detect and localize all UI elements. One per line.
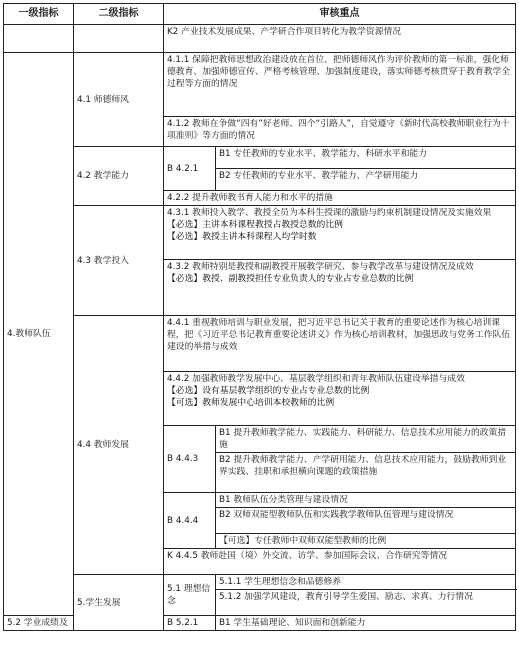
level2-cell: 5.2 学业成绩及: [4, 616, 74, 631]
focus-cell: K2 产业技术发展成果、产学研合作项目转化为教学资源情况: [164, 25, 516, 53]
focus-cell: 4.4.1 重视教师培训与职业发展，把习近平总书记关于教育的重要论述作为核心培训课程，把《习近平总书记教育重要论述讲义》作为核心培训教材，加强思政与党务工作队伍建设的举措与成效: [164, 316, 516, 372]
table-row: [4, 206, 516, 260]
header-level1: 一级指标: [4, 4, 74, 25]
focus-cell: B2 双师双能型教师队伍和实践教学教师队伍管理与建设情况: [216, 508, 516, 534]
required-indicator: 【必选】设有基层教学组织的专业占专业总数的比例: [167, 386, 370, 396]
focus-cell: 5.1.1 学生理想信念和品德修养: [216, 575, 516, 590]
level2-cell: 4.1 师德师风: [74, 53, 164, 147]
focus-cell: B2 提升教师教学能力、产学研用能力、信息技术应用能力，鼓励教师到业界实践、挂职和承担横向课题的政策措施: [216, 453, 516, 493]
code-cell: B 4.4.4: [164, 493, 216, 549]
focus-cell: [164, 372, 516, 426]
optional-indicator: 【可选】教师发展中心培训本校教师的比例: [167, 398, 335, 408]
level1-cell: 5.学生发展: [74, 575, 164, 631]
focus-cell: 【可选】专任教师中双师双能型教师的比例: [216, 534, 516, 549]
focus-main: 4.4.2 加强教师教学发展中心、基层教学组织和青年教师队伍建设举措与成效: [167, 374, 465, 384]
table-row: [4, 147, 516, 169]
level1-cell: 4.教师队伍: [4, 53, 74, 616]
code-cell: B 4.4.3: [164, 426, 216, 493]
level2-cell: 4.3 教学投入: [74, 206, 164, 316]
focus-cell: K 4.4.5 教师赴国（境）外交流、访学、参加国际会议、合作研究等情况: [164, 549, 516, 575]
header-focus: 审核重点: [164, 4, 516, 25]
required-indicator: 【必选】主讲本科课程教授占教授总数的比例: [167, 220, 343, 230]
focus-cell: B1 学生基础理论、知识面和创新能力: [216, 616, 516, 631]
table-row: [4, 25, 516, 53]
table-row: [4, 316, 516, 372]
focus-cell: 4.1.2 教师在争做“四有”好老师、四个“引路人”，自觉遵守《新时代高校教师职业行为十项准则》等方面的情况: [164, 117, 516, 147]
focus-cell: B2 专任教师的专业水平、教学能力、产学研用能力: [216, 169, 516, 191]
header-level2: 二级指标: [74, 4, 164, 25]
focus-main: 4.3.2 教师特别是教授和副教授开展教学研究、参与教学改革与建设情况及成效: [167, 262, 474, 272]
level2-cell: 5.1 理想信念: [164, 575, 216, 616]
focus-main: 4.3.1 教师投入教学、教授全员为本科生授课的激励与约束机制建设情况及实施效果: [167, 208, 492, 218]
required-indicator: 【必选】教授主讲本科课程人均学时数: [167, 232, 317, 242]
table-row: [4, 575, 516, 590]
focus-cell: B1 专任教师的专业水平、教学能力、科研水平和能力: [216, 147, 516, 169]
focus-cell: [164, 206, 516, 260]
focus-cell: [164, 260, 516, 316]
level2-cell: 4.4 教师发展: [74, 316, 164, 575]
required-indicator: 【必选】教授、副教授担任专业负责人的专业占专业总数的比例: [167, 274, 414, 284]
focus-cell: 5.1.2 加强学风建设，教育引导学生爱国、励志、求真、力行情况: [216, 590, 516, 616]
code-cell: B 5.2.1: [164, 616, 216, 631]
focus-cell: 4.1.1 保障把教师思想政治建设放在首位、把师德师风作为评价教师的第一标准，强化师德教育、加强师德宣传、严格考核管理、加强制度建设，落实师德考核贯穿于教育教学全过程等方面的情况: [164, 53, 516, 117]
review-table: [3, 3, 516, 631]
focus-cell: B1 教师队伍分类管理与建设情况: [216, 493, 516, 508]
code-cell: B 4.2.1: [164, 147, 216, 191]
focus-cell: B1 提升教师教学能力、实践能力、科研能力、信息技术应用能力的政策措施: [216, 426, 516, 453]
table-row: [4, 53, 516, 117]
header-row: [4, 4, 516, 25]
focus-cell: 4.2.2 提升教师教书育人能力和水平的措施: [164, 191, 516, 206]
level2-cell: 4.2 教学能力: [74, 147, 164, 206]
